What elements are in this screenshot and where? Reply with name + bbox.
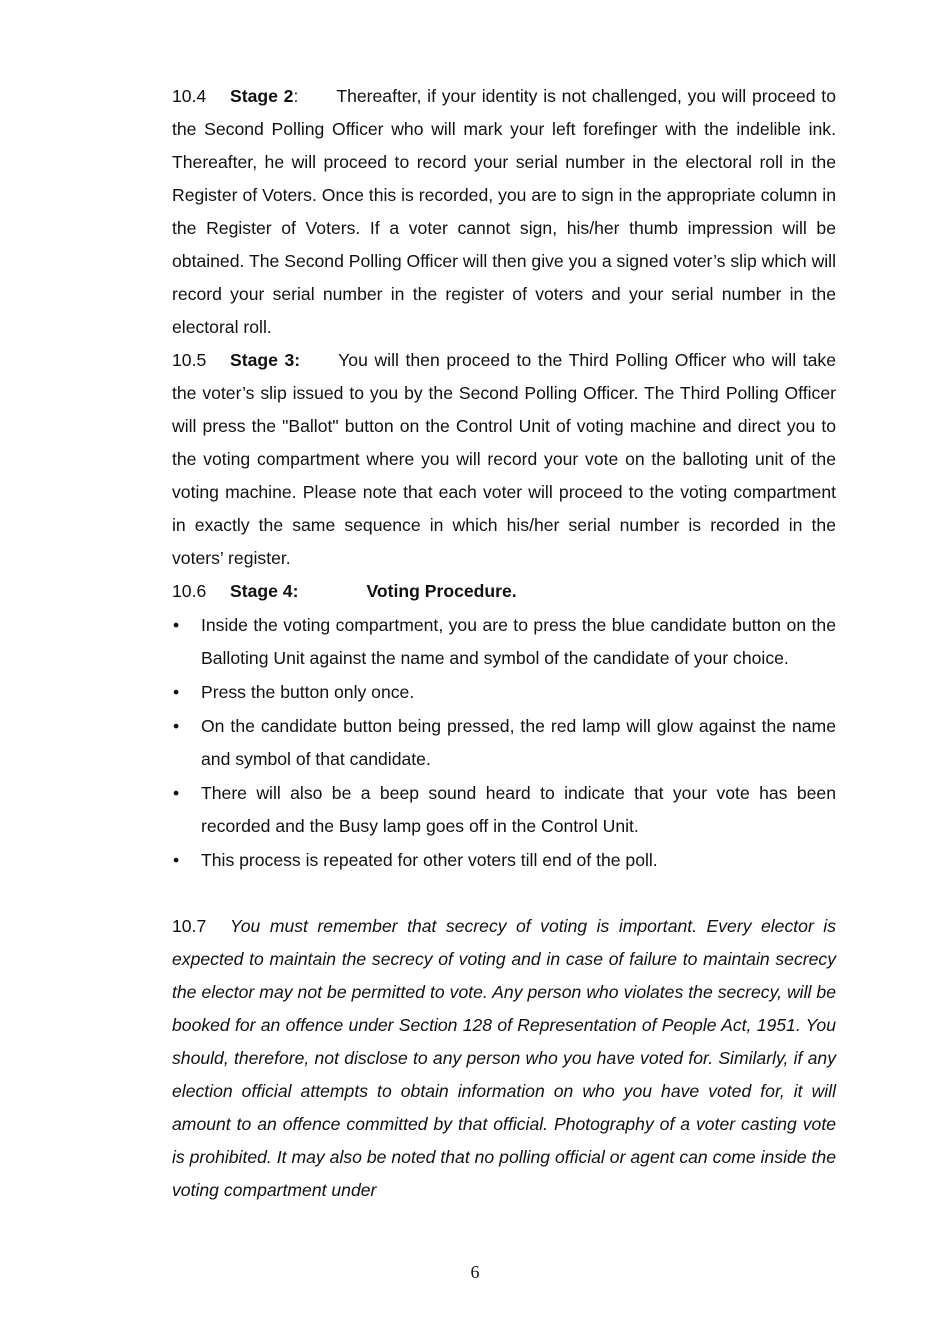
bullet-icon: •: [173, 850, 180, 870]
stage-label: Stage 2: [230, 86, 294, 106]
list-item-text: There will also be a beep sound heard to indicate that your vote has been recorded and the Busy lamp goes off in the Control Unit.: [201, 783, 836, 836]
document-body: [172, 80, 836, 1207]
list-item: [172, 676, 836, 709]
paragraph-10-7: [172, 910, 836, 1207]
list-item-text: On the candidate button being pressed, the red lamp will glow against the name and symbol of that candidate.: [201, 716, 836, 769]
list-item: [172, 609, 836, 675]
paragraph-text: You will then proceed to the Third Polling Officer who will take the voter’s slip issued to you by the Second Polling Officer. The Third Polling Officer will press the "Ballot" button on the Control Unit of voting machine and direct you to the voting compartment where you will record your vote on the balloting unit of the voting machine. Please note that each voter will proceed to the voting compartment in exactly the same sequence in which his/her serial number is recorded in the voters’ register.: [172, 350, 836, 568]
heading-10-6: [172, 575, 836, 608]
section-number: 10.4: [172, 86, 207, 106]
section-title: Voting Procedure.: [366, 581, 517, 601]
voting-procedure-list: [172, 609, 836, 877]
section-number: 10.5: [172, 350, 207, 370]
list-item-text: Inside the voting compartment, you are to press the blue candidate button on the Balloting Unit against the name and symbol of the candidate of your choice.: [201, 615, 836, 668]
paragraph-text: Thereafter, if your identity is not challenged, you will proceed to the Second Polling Officer who will mark your left forefinger with the indelible ink. Thereafter, he will proceed to record your serial number in the electoral roll in the Register of Voters. Once this is recorded, you are to sign in the appropriate column in the Register of Voters. If a voter cannot sign, his/her thumb impression will be obtained. The Second Polling Officer will then give you a signed voter’s slip which will record your serial number in the register of voters and your serial number in the electoral roll.: [172, 86, 836, 337]
stage-label: Stage 3:: [230, 350, 301, 370]
bullet-icon: •: [173, 615, 180, 635]
paragraph-text: You must remember that secrecy of voting is important. Every elector is expected to maintain the secrecy of voting and in case of failure to maintain secrecy the elector may not be permitted to vote. Any person who violates the secrecy, will be booked for an offence under Section 128 of Representation of People Act, 1951. You should, therefore, not disclose to any person who you have voted for. Similarly, if any election official attempts to obtain information on who you have voted for, it will amount to an offence committed by that official. Photography of a voter casting vote is prohibited. It may also be noted that no polling official or agent can come inside the voting compartment under: [172, 916, 836, 1200]
list-item: [172, 844, 836, 877]
list-item: [172, 777, 836, 843]
paragraph-10-4: [172, 80, 836, 344]
bullet-icon: •: [173, 783, 180, 803]
stage-colon: :: [293, 86, 299, 106]
bullet-icon: •: [173, 716, 180, 736]
list-item-text: Press the button only once.: [201, 682, 415, 702]
section-number: 10.6: [172, 581, 207, 601]
list-item: [172, 710, 836, 776]
list-item-text: This process is repeated for other voters till end of the poll.: [201, 850, 658, 870]
bullet-icon: •: [173, 682, 180, 702]
page-number: 6: [470, 1262, 480, 1282]
paragraph-10-5: [172, 344, 836, 575]
section-number: 10.7: [172, 916, 207, 936]
stage-label: Stage 4:: [230, 581, 299, 601]
